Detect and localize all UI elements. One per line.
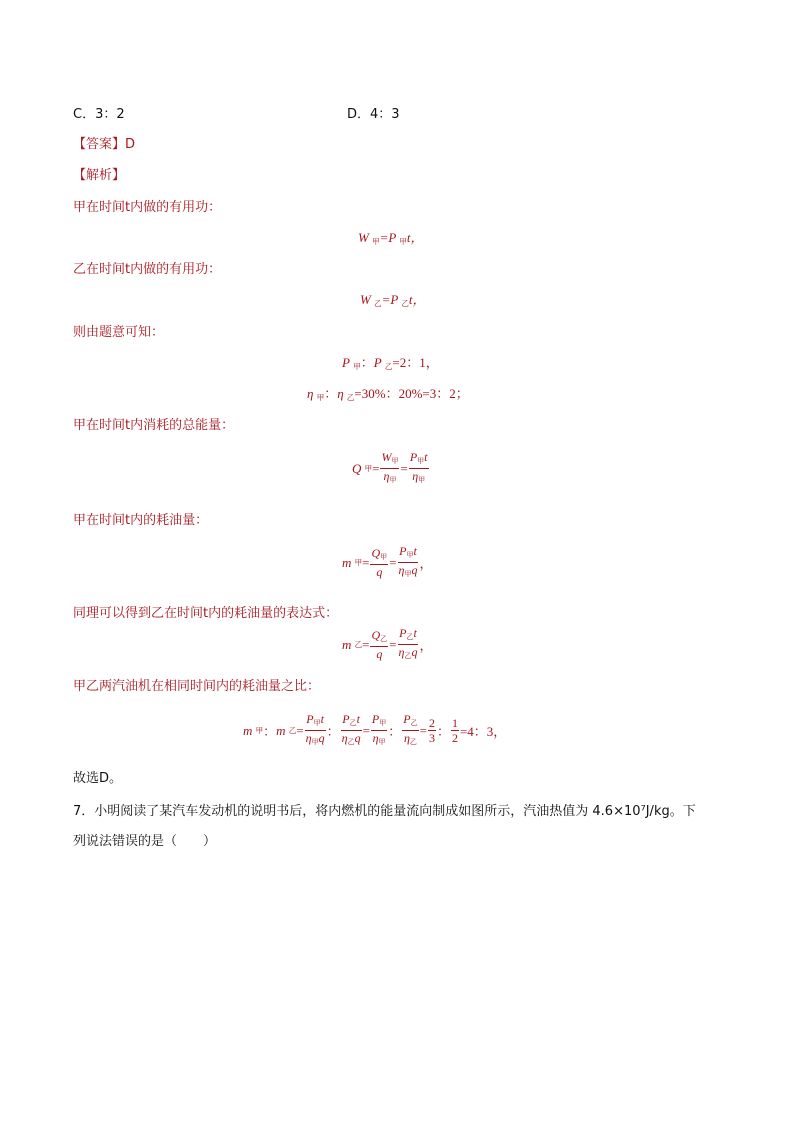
- equation-w-jia: W $_甲$=P $_甲$t，: [358, 230, 424, 246]
- equation-m-yi: m 乙 = $\frac{\text{Q乙}}{q}$ = $\frac{\text{P乙t}}{\text{η乙q}}$ ，: [342, 626, 433, 661]
- equation-power-ratio: P $_甲$：P $_乙$=2：1，: [342, 355, 439, 371]
- question-7-line-2: 列说法错误的是（ ）: [73, 834, 217, 849]
- fraction-p-yi-over-eta-yi: $\frac{\text{P乙}}{\text{η乙}}$: [403, 712, 418, 746]
- text-yi-fuel-similarly: 同理可以得到乙在时间t内的耗油量的表达式：: [73, 606, 339, 621]
- text-jia-total-energy: 甲在时间t内消耗的总能量：: [73, 418, 235, 433]
- answer-line: [73, 133, 135, 152]
- answer-label: 【答案】: [73, 137, 126, 152]
- fraction-one-half: $\frac{1}{2}$: [451, 716, 458, 745]
- fraction-q-over-q: $\frac{\text{Q甲}}{q}$: [371, 546, 388, 579]
- fraction-p-jia-over-eta-jia: $\frac{\text{P甲}}{\text{η甲}}$: [371, 712, 387, 746]
- text-jia-fuel: 甲在时间t内的耗油量：: [73, 513, 209, 528]
- text-fuel-ratio: 甲乙两汽油机在相同时间内的耗油量之比：: [73, 679, 321, 694]
- fraction-m-yi: $\frac{\text{P乙t}}{\text{η乙q}}$: [341, 712, 361, 746]
- analysis-label: 【解析】: [73, 168, 126, 183]
- text-jia-useful-work: 甲在时间t内做的有用功：: [73, 200, 222, 215]
- question-7-line-1: 7．小明阅读了某汽车发动机的说明书后，将内燃机的能量流向制成如图所示，汽油热值为 4.6×10⁷J/kg。下: [73, 804, 696, 819]
- fraction-two-thirds: $\frac{2}{3}$: [428, 716, 435, 745]
- fraction-m-jia: $\frac{\text{P甲t}}{\text{η甲q}}$: [305, 712, 325, 746]
- equation-efficiency-ratio: η $_甲$：η $_乙$=30%：20%=3：2；: [307, 386, 469, 402]
- option-c: C．3：2: [73, 107, 125, 122]
- answer-value: D: [125, 137, 136, 152]
- text-conclusion: 故选D。: [73, 771, 123, 786]
- fraction-pt-over-eta: $\frac{\text{P甲t}}{\text{η甲}}$: [409, 450, 428, 484]
- fraction-q-yi-over-q: $\frac{\text{Q乙}}{q}$: [371, 628, 388, 661]
- equation-q-jia: Q 甲 = $\frac{\text{W甲}}{\text{η甲}}$ = $\frac{\text{P甲t}}{\text{η甲}}$: [352, 450, 430, 487]
- text-from-problem: 则由题意可知：: [73, 325, 165, 340]
- equation-fuel-ratio: m 甲 ： m 乙 = $\frac{\text{P甲t}}{\text{η甲q}}$ ： $\frac{\text{P乙t}}{\text{η乙q}}$ = $\frac{\text{P甲}}{\text{η甲}}$ ： $\frac{\text{P乙}}{\text{η乙}}$ = $\frac{2}{3}$ ： $\frac{1}{2}$ =4：3，: [243, 712, 506, 749]
- fraction-pt-yi-over-etaq: $\frac{\text{P乙t}}{\text{η乙q}}$: [398, 626, 418, 660]
- fraction-pt-over-etaq: $\frac{\text{P甲t}}{\text{η甲q}}$: [398, 544, 418, 578]
- text-yi-useful-work: 乙在时间t内做的有用功：: [73, 262, 222, 277]
- fraction-w-over-eta: $\frac{\text{W甲}}{\text{η甲}}$: [381, 450, 399, 484]
- equation-m-jia: m 甲 = $\frac{\text{Q甲}}{q}$ = $\frac{\text{P甲t}}{\text{η甲q}}$ ，: [342, 544, 433, 579]
- equation-w-yi: W $_乙$=P $_乙$t，: [360, 292, 426, 308]
- option-d: D．4：3: [347, 107, 400, 122]
